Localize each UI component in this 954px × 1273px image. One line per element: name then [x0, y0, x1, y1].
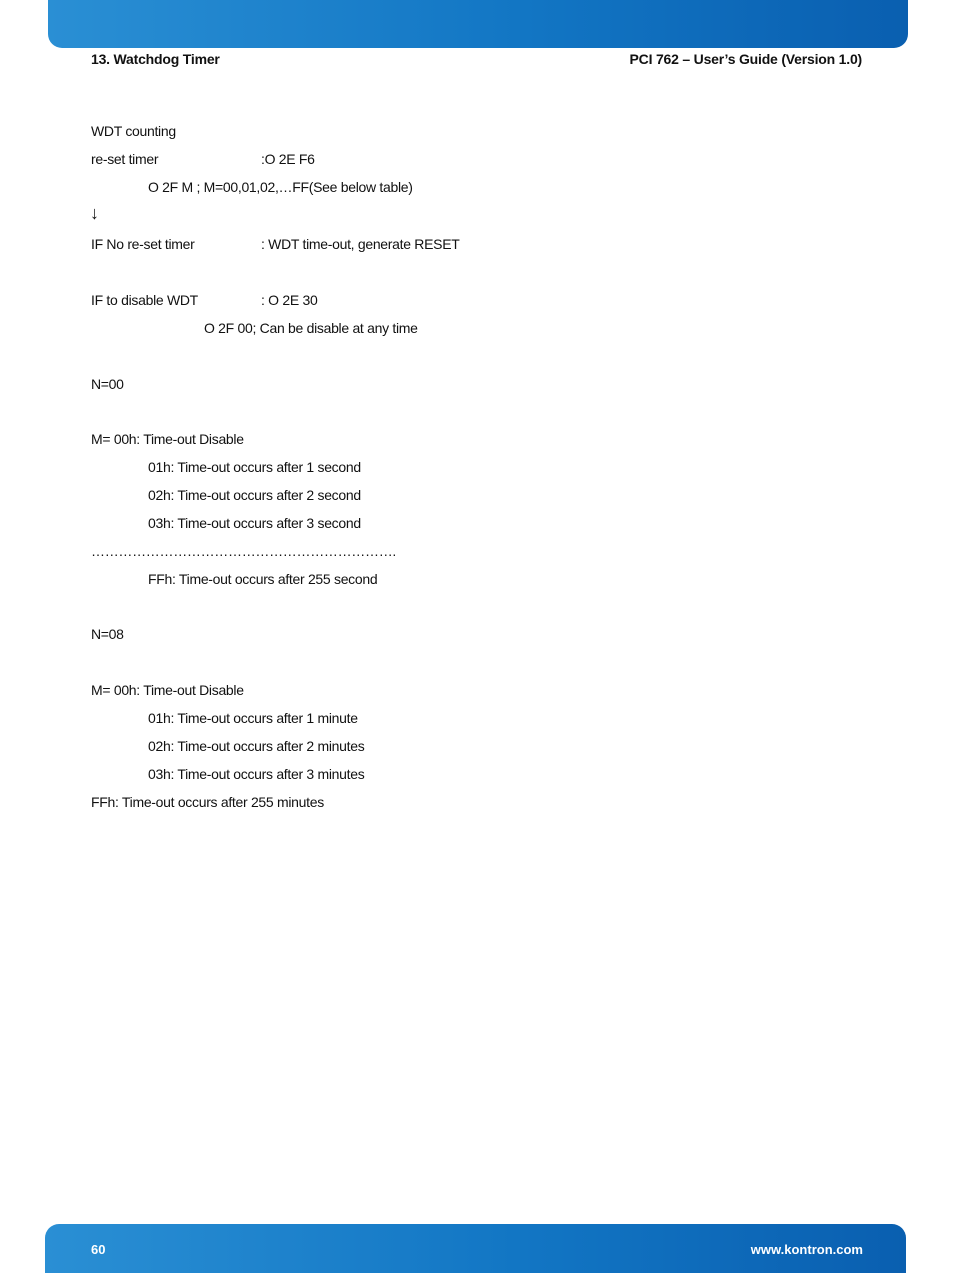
disable-wdt-value: : O 2E 30	[261, 292, 318, 308]
n00-heading: N=00	[91, 376, 124, 392]
n08-mff-line: FFh: Time-out occurs after 255 minutes	[91, 794, 324, 810]
wdt-counting-label: WDT counting	[91, 123, 176, 139]
n00-m03-line: 03h: Time-out occurs after 3 second	[148, 515, 361, 531]
n08-m03-line: 03h: Time-out occurs after 3 minutes	[148, 766, 365, 782]
reset-timer-label: re-set timer	[91, 151, 159, 167]
n00-m02-line: 02h: Time-out occurs after 2 second	[148, 487, 361, 503]
n08-heading: N=08	[91, 626, 124, 642]
m-value-line: O 2F M ; M=00,01,02,…FF(See below table)	[148, 179, 413, 195]
n08-m00-line: M= 00h: Time-out Disable	[91, 682, 244, 698]
no-reset-value: : WDT time-out, generate RESET	[261, 236, 460, 252]
website-link[interactable]: www.kontron.com	[750, 1242, 863, 1257]
disable-wdt-label: IF to disable WDT	[91, 292, 198, 308]
reset-timer-value: :O 2E F6	[261, 151, 315, 167]
page-number: 60	[91, 1242, 106, 1257]
header-section-title: 13. Watchdog Timer	[91, 51, 220, 67]
down-arrow-icon: ↓	[90, 203, 99, 223]
header-document-title: PCI 762 – User’s Guide (Version 1.0)	[629, 51, 862, 67]
n08-m01-line: 01h: Time-out occurs after 1 minute	[148, 710, 358, 726]
n00-m01-line: 01h: Time-out occurs after 1 second	[148, 459, 361, 475]
n00-m00-line: M= 00h: Time-out Disable	[91, 431, 244, 447]
no-reset-label: IF No re-set timer	[91, 236, 195, 252]
n08-m02-line: 02h: Time-out occurs after 2 minutes	[148, 738, 365, 754]
header-band	[48, 0, 908, 48]
n00-mff-line: FFh: Time-out occurs after 255 second	[148, 571, 378, 587]
disable-anytime-line: O 2F 00; Can be disable at any time	[204, 320, 418, 336]
ellipsis-separator: ………………………………………………………….	[91, 543, 396, 559]
